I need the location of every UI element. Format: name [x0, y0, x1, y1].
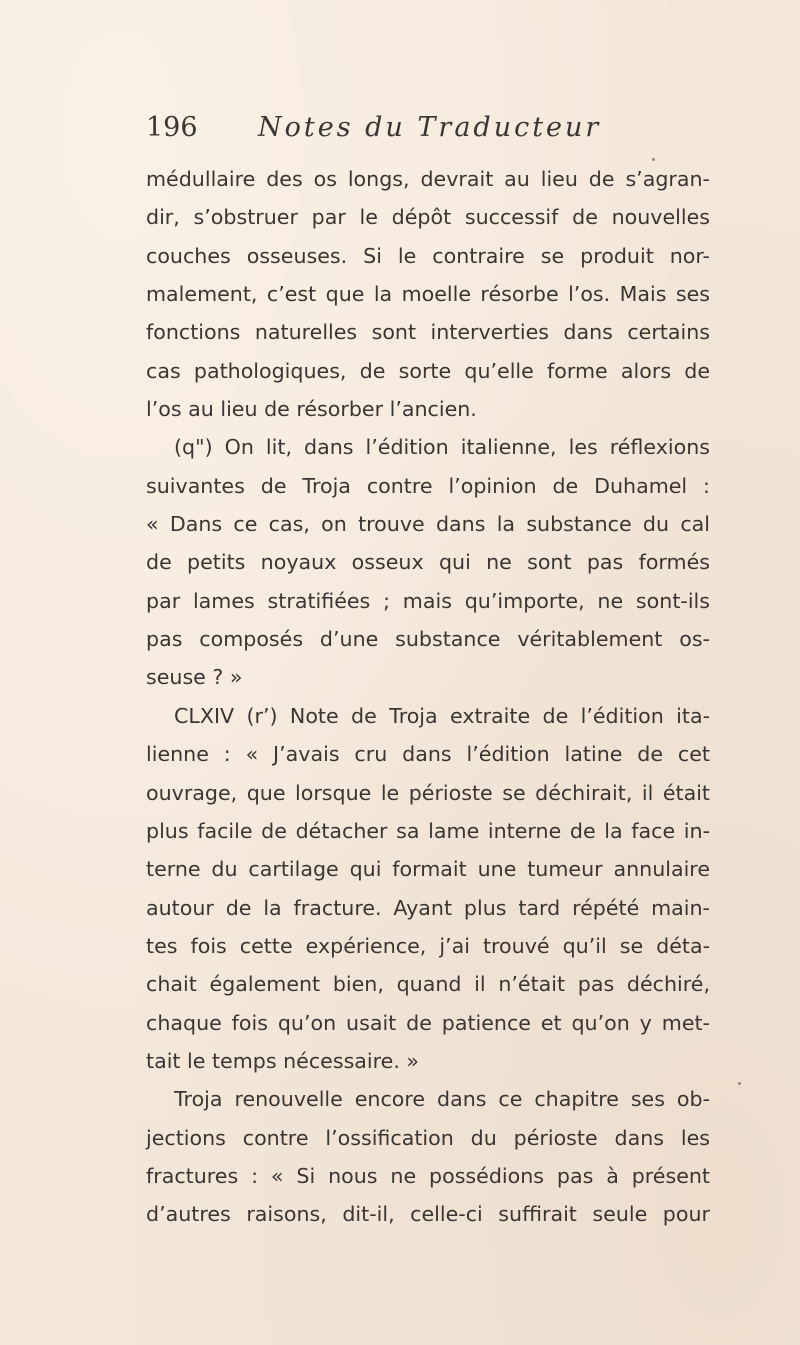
text-line: l’os au lieu de résorber l’ancien. — [146, 397, 477, 422]
paragraph-start-line: (q") On lit, dans l’édition italienne, les réflexions — [174, 435, 710, 460]
running-head: Notes du Traducteur — [258, 112, 602, 143]
text-line: tait le temps nécessaire. » — [146, 1048, 420, 1073]
text-line: malement, c’est que la moelle résorbe l’os. Mais ses — [146, 282, 710, 307]
text-line: plus facile de détacher sa lame interne de la face in- — [146, 818, 710, 843]
text-line: seuse ? » — [146, 665, 243, 690]
body-text — [146, 160, 710, 1234]
text-line: fractures : « Si nous ne possédions pas à présent — [146, 1163, 710, 1188]
text-line: cas pathologiques, de sorte qu’elle forme alors de — [146, 358, 710, 383]
text-line: chait également bien, quand il n’était pas déchiré, — [146, 972, 710, 997]
text-line: ouvrage, que lorsque le périoste se déchirait, il était — [146, 780, 710, 805]
paragraph-start-line: CLXIV (r’) Note de Troja extraite de l’édition ita- — [174, 703, 710, 728]
text-line: suivantes de Troja contre l’opinion de Duhamel : — [146, 473, 710, 498]
page-header — [146, 112, 716, 152]
text-line: lienne : « J’avais cru dans l’édition latine de cet — [146, 742, 710, 767]
text-line: d’autres raisons, dit-il, celle-ci suffirait seule pour — [146, 1202, 710, 1227]
text-line: tes fois cette expérience, j’ai trouvé qu’il se déta- — [146, 933, 710, 958]
paragraph-start-line: Troja renouvelle encore dans ce chapitre ses ob- — [174, 1087, 710, 1112]
text-line: terne du cartilage qui formait une tumeur annulaire — [146, 857, 710, 882]
text-line: pas composés d’une substance véritablement os- — [146, 627, 710, 652]
text-line: couches osseuses. Si le contraire se produit nor- — [146, 243, 710, 268]
text-line: jections contre l’ossification du périoste dans les — [146, 1125, 710, 1150]
text-line: fonctions naturelles sont interverties dans certains — [146, 320, 710, 345]
paper-speck — [738, 1082, 741, 1085]
text-line: autour de la fracture. Ayant plus tard répété main- — [146, 895, 710, 920]
text-line: de petits noyaux osseux qui ne sont pas formés — [146, 550, 710, 575]
text-line: chaque fois qu’on usait de patience et qu’on y met- — [146, 1010, 710, 1035]
text-line: « Dans ce cas, on trouve dans la substance du cal — [146, 512, 710, 537]
paper-speck — [652, 158, 655, 161]
text-line: dir, s’obstruer par le dépôt successif de nouvelles — [146, 205, 710, 230]
text-line: médullaire des os longs, devrait au lieu de s’agran- — [146, 167, 710, 191]
page-number: 196 — [146, 112, 198, 143]
text-line: par lames stratifiées ; mais qu’importe, ne sont-ils — [146, 588, 710, 613]
